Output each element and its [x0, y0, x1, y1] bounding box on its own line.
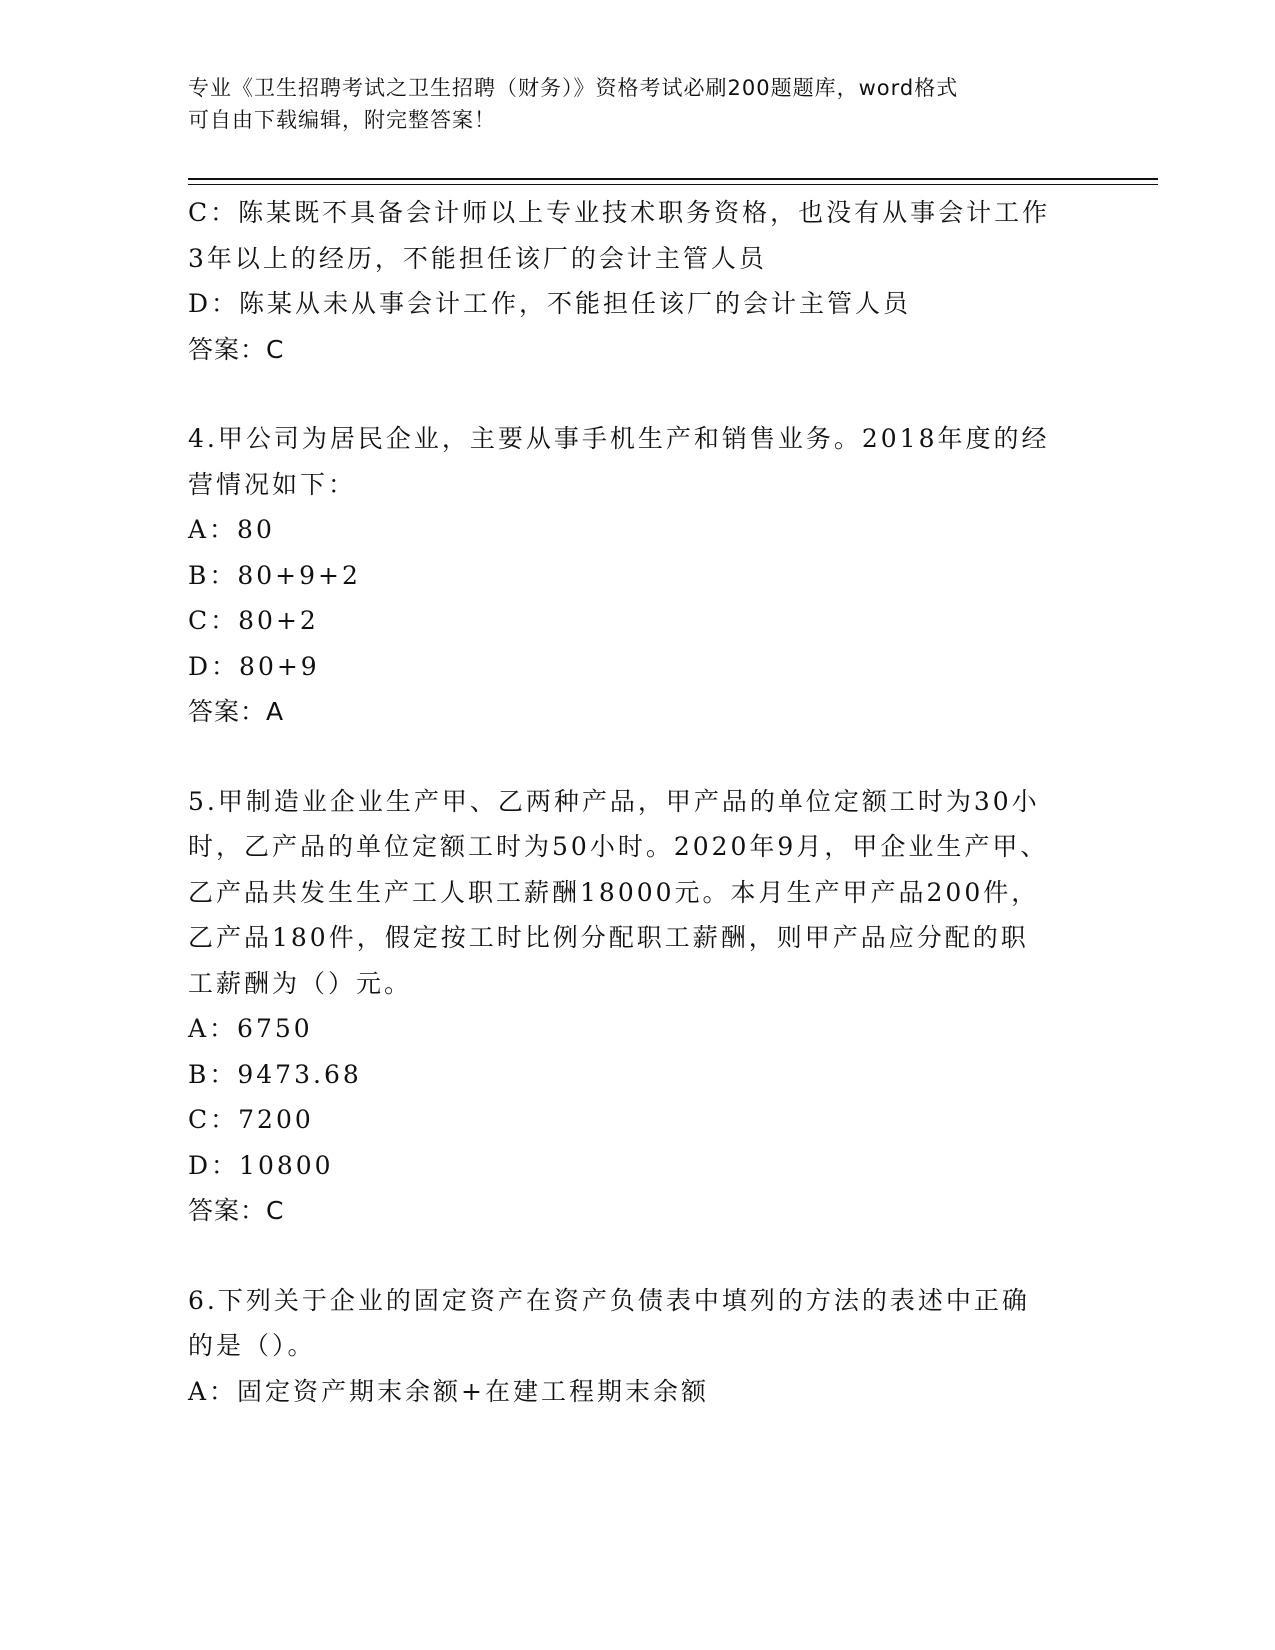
header-divider-thin [188, 184, 1158, 185]
option-d: D：80+9 [188, 651, 320, 681]
option-c-line-1: C：陈某既不具备会计师以上专业技术职务资格，也没有从事会计工作 [188, 198, 1051, 227]
document-header [188, 72, 1088, 136]
question-stem-line: 6.下列关于企业的固定资产在资产负债表中填列的方法的表述中正确 [188, 1285, 1030, 1315]
option-c: C：7200 [188, 1105, 314, 1134]
spacer [188, 735, 1088, 779]
header-divider-thick [188, 178, 1158, 180]
spacer [188, 1234, 1088, 1278]
option-d: D：10800 [188, 1150, 334, 1180]
header-title-line-2: 可自由下载编辑，附完整答案！ [188, 108, 496, 132]
question-3-tail [188, 190, 1088, 372]
document-body [188, 190, 1088, 1414]
question-stem-line: 的是（）。 [188, 1331, 316, 1360]
option-c-line-2: 3年以上的经历，不能担任该厂的会计主管人员 [188, 243, 767, 273]
option-b: B：9473.68 [188, 1059, 362, 1089]
header-title-line-1: 专业《卫生招聘考试之卫生招聘（财务）》资格考试必刷200题题库，word格式 [188, 76, 959, 100]
spacer [188, 372, 1088, 416]
option-a: A：固定资产期末余额+在建工程期末余额 [188, 1376, 710, 1406]
answer: 答案：C [188, 1196, 285, 1225]
question-stem-line: 工薪酬为（）元。 [188, 968, 413, 998]
question-stem-line: 4.甲公司为居民企业，主要从事手机生产和销售业务。2018年度的经 [188, 424, 1050, 453]
question-5 [188, 779, 1088, 1234]
question-4 [188, 416, 1088, 735]
option-c: C：80+2 [188, 606, 319, 635]
option-a: A：80 [188, 515, 275, 544]
question-stem-line: 5.甲制造业企业生产甲、乙两种产品，甲产品的单位定额工时为30小 [188, 786, 1040, 816]
question-stem-line: 营情况如下： [188, 469, 357, 499]
question-stem-line: 时，乙产品的单位定额工时为50小时。2020年9月，甲企业生产甲、 [188, 832, 1049, 861]
question-stem-line: 乙产品180件，假定按工时比例分配职工薪酬，则甲产品应分配的职 [188, 923, 1029, 952]
question-6 [188, 1278, 1088, 1415]
answer: 答案：C [188, 334, 285, 364]
question-stem-line: 乙产品共发生生产工人职工薪酬18000元。本月生产甲产品200件， [188, 877, 1040, 907]
answer: 答案：A [188, 697, 285, 726]
option-b: B：80+9+2 [188, 560, 361, 590]
option-d: D：陈某从未从事会计工作，不能担任该厂的会计主管人员 [188, 289, 912, 318]
option-a: A：6750 [188, 1014, 313, 1043]
